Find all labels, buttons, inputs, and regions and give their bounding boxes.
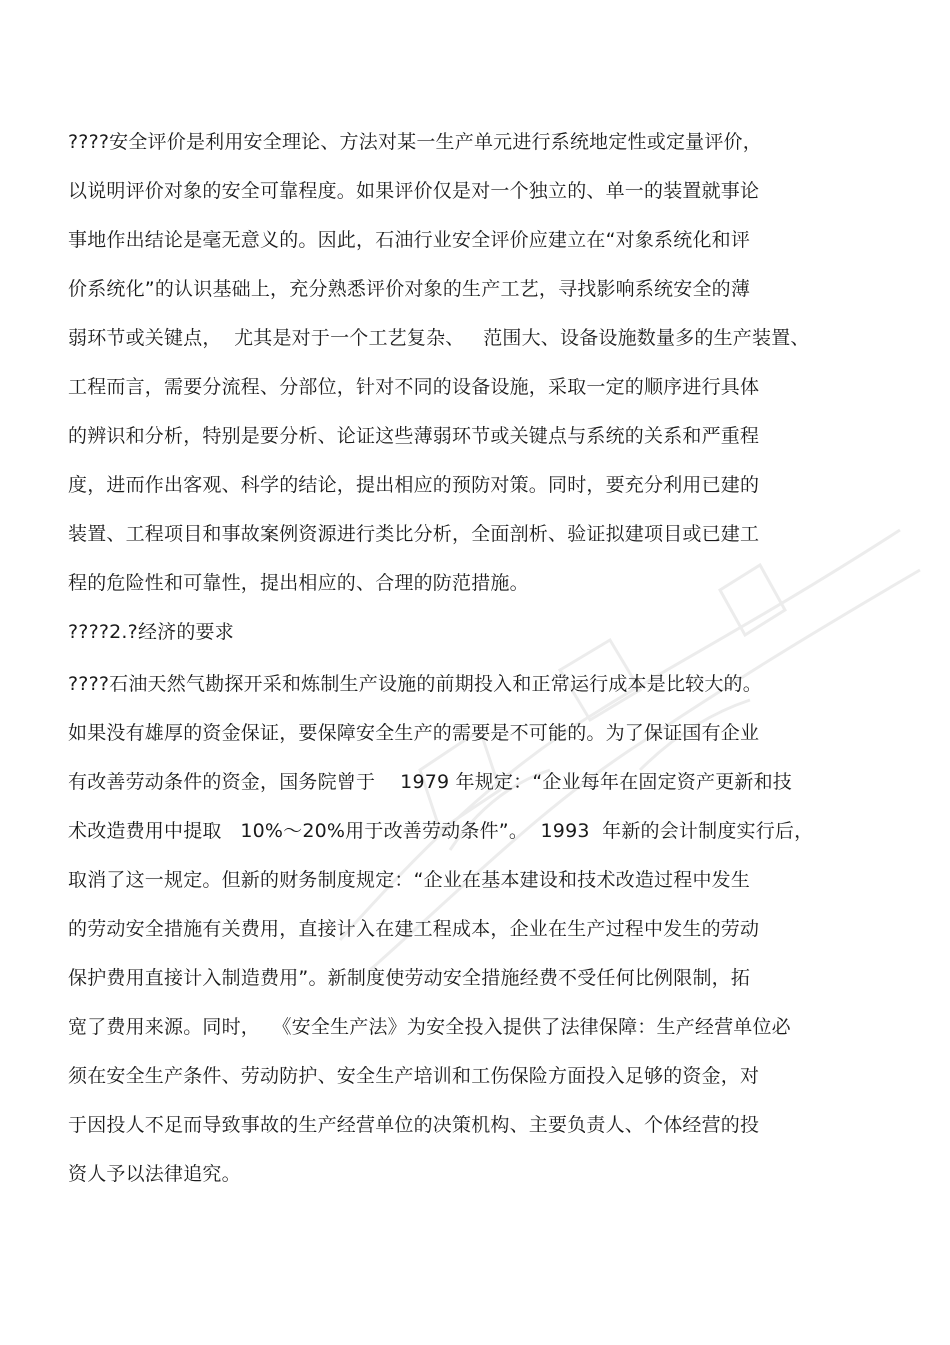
text-line: 程的危险性和可靠性，提出相应的、合理的防范措施。	[68, 572, 529, 594]
text-line: 价系统化”的认识基础上，充分熟悉评价对象的生产工艺，寻找影响系统安全的薄	[68, 278, 751, 300]
text-line: 宽了费用来源。同时， 《安全生产法》为安全投入提供了法律保障：生产经营单位必	[68, 1016, 791, 1038]
text-line: 以说明评价对象的安全可靠程度。如果评价仅是对一个独立的、单一的装置就事论	[68, 180, 760, 202]
text-line: ????石油天然气勘探开采和炼制生产设施的前期投入和正常运行成本是比较大的。	[68, 673, 762, 695]
paragraph-safety-evaluation	[68, 127, 878, 617]
text-line: 装置、工程项目和事故案例资源进行类比分析，全面剖析、验证拟建项目或已建工	[68, 523, 760, 545]
text-line: 的辨识和分析，特别是要分析、论证这些薄弱环节或关键点与系统的关系和严重程	[68, 425, 760, 447]
text-line: 须在安全生产条件、劳动防护、安全生产培训和工伤保险方面投入足够的资金，对	[68, 1065, 760, 1087]
text-line: 的劳动安全措施有关费用，直接计入在建工程成本，企业在生产过程中发生的劳动	[68, 918, 760, 940]
section-heading: ????2.?经济的要求	[68, 621, 234, 643]
document-body	[68, 127, 878, 1208]
text-line: ????安全评价是利用安全理论、方法对某一生产单元进行系统地定性或定量评价，	[68, 131, 762, 153]
text-line: 保护费用直接计入制造费用”。新制度使劳动安全措施经费不受任何比例限制，拓	[68, 967, 751, 989]
text-line: 事地作出结论是毫无意义的。因此，石油行业安全评价应建立在“对象系统化和评	[68, 229, 751, 251]
text-line: 如果没有雄厚的资金保证，要保障安全生产的需要是不可能的。为了保证国有企业	[68, 722, 760, 744]
text-line: 资人予以法律追究。	[68, 1163, 241, 1185]
text-line: 取消了这一规定。但新的财务制度规定：“企业在基本建设和技术改造过程中发生	[68, 869, 751, 891]
text-line: 于因投人不足而导致事故的生产经营单位的决策机构、主要负责人、个体经营的投	[68, 1114, 760, 1136]
text-line: 术改造费用中提取 10%～20%用于改善劳动条件”。 1993 年新的会计制度实行后，	[68, 820, 814, 842]
text-line: 度，进而作出客观、科学的结论，提出相应的预防对策。同时，要充分利用已建的	[68, 474, 760, 496]
text-line: 有改善劳动条件的资金，国务院曾于 1979 年规定：“企业每年在固定资产更新和技	[68, 771, 792, 793]
text-line: 弱环节或关键点， 尤其是对于一个工艺复杂、 范围大、设备设施数量多的生产装置、	[68, 327, 810, 349]
text-line: 工程而言，需要分流程、分部位，针对不同的设备设施，采取一定的顺序进行具体	[68, 376, 760, 398]
paragraph-economic-requirements	[68, 669, 878, 1208]
